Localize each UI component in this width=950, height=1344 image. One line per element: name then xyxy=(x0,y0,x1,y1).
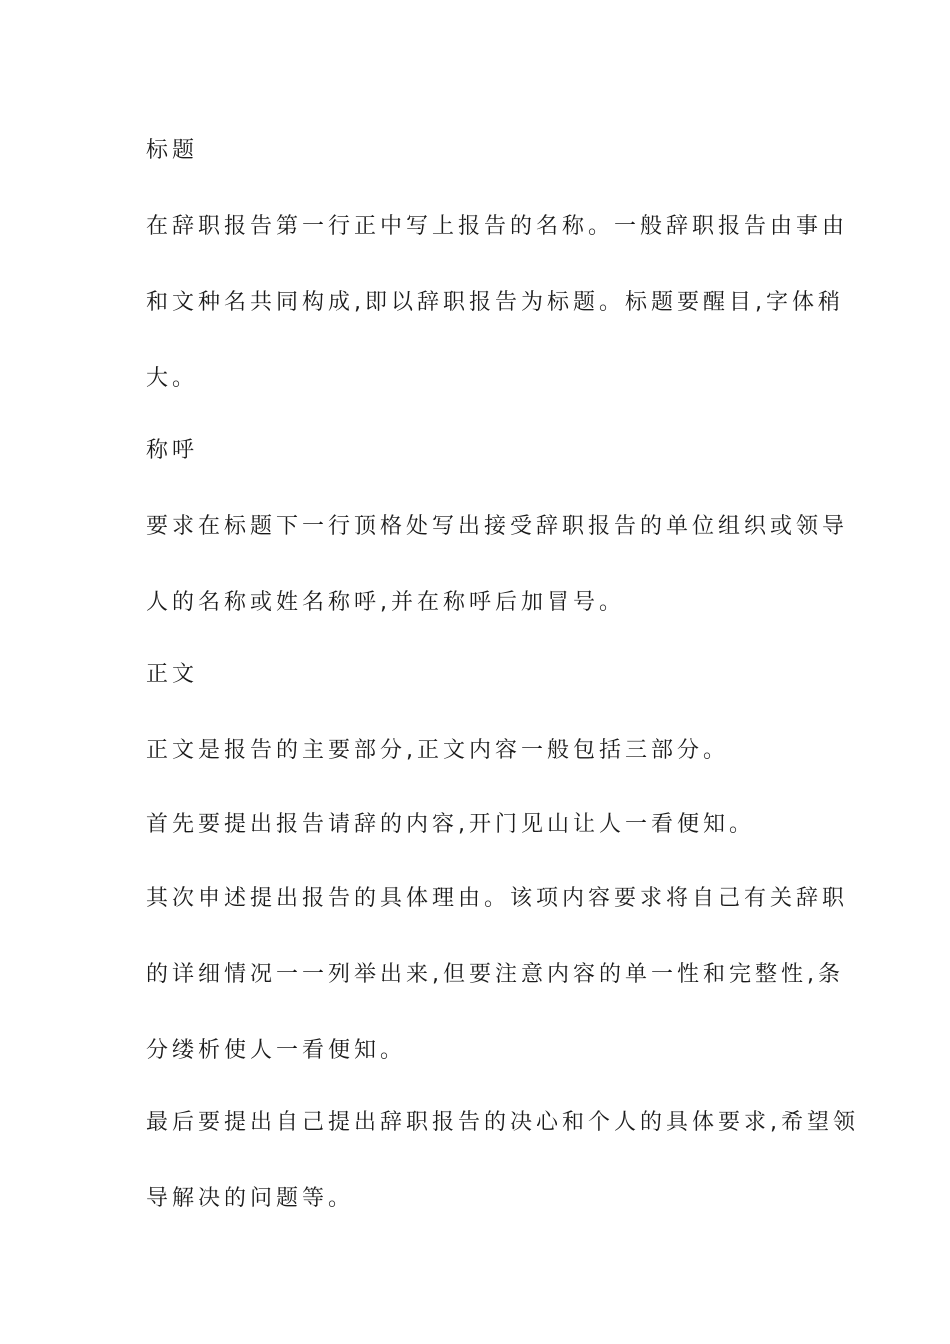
paragraph-line: 其次申述提出报告的具体理由。该项内容要求将自己有关辞职 xyxy=(146,886,849,911)
paragraph-line: 导解决的问题等。 xyxy=(146,1186,355,1211)
paragraph-line: 要求在标题下一行顶格处写出接受辞职报告的单位组织或领导 xyxy=(146,514,849,539)
paragraph-line: 首先要提出报告请辞的内容,开门见山让人一看便知。 xyxy=(146,812,755,837)
heading-body: 正文 xyxy=(146,662,199,687)
paragraph-line: 人的名称或姓名称呼,并在称呼后加冒号。 xyxy=(146,590,625,615)
paragraph-line: 大。 xyxy=(146,366,199,391)
paragraph-line: 和文种名共同构成,即以辞职报告为标题。标题要醒目,字体稍 xyxy=(146,290,844,315)
paragraph-line: 的详细情况一一列举出来,但要注意内容的单一性和完整性,条 xyxy=(146,962,844,987)
paragraph-line: 正文是报告的主要部分,正文内容一般包括三部分。 xyxy=(146,738,729,763)
paragraph-line: 分缕析使人一看便知。 xyxy=(146,1038,407,1063)
paragraph-line: 在辞职报告第一行正中写上报告的名称。一般辞职报告由事由 xyxy=(146,214,849,239)
heading-salutation: 称呼 xyxy=(146,438,199,463)
heading-title: 标题 xyxy=(146,138,199,163)
paragraph-line: 最后要提出自己提出辞职报告的决心和个人的具体要求,希望领 xyxy=(146,1110,859,1135)
